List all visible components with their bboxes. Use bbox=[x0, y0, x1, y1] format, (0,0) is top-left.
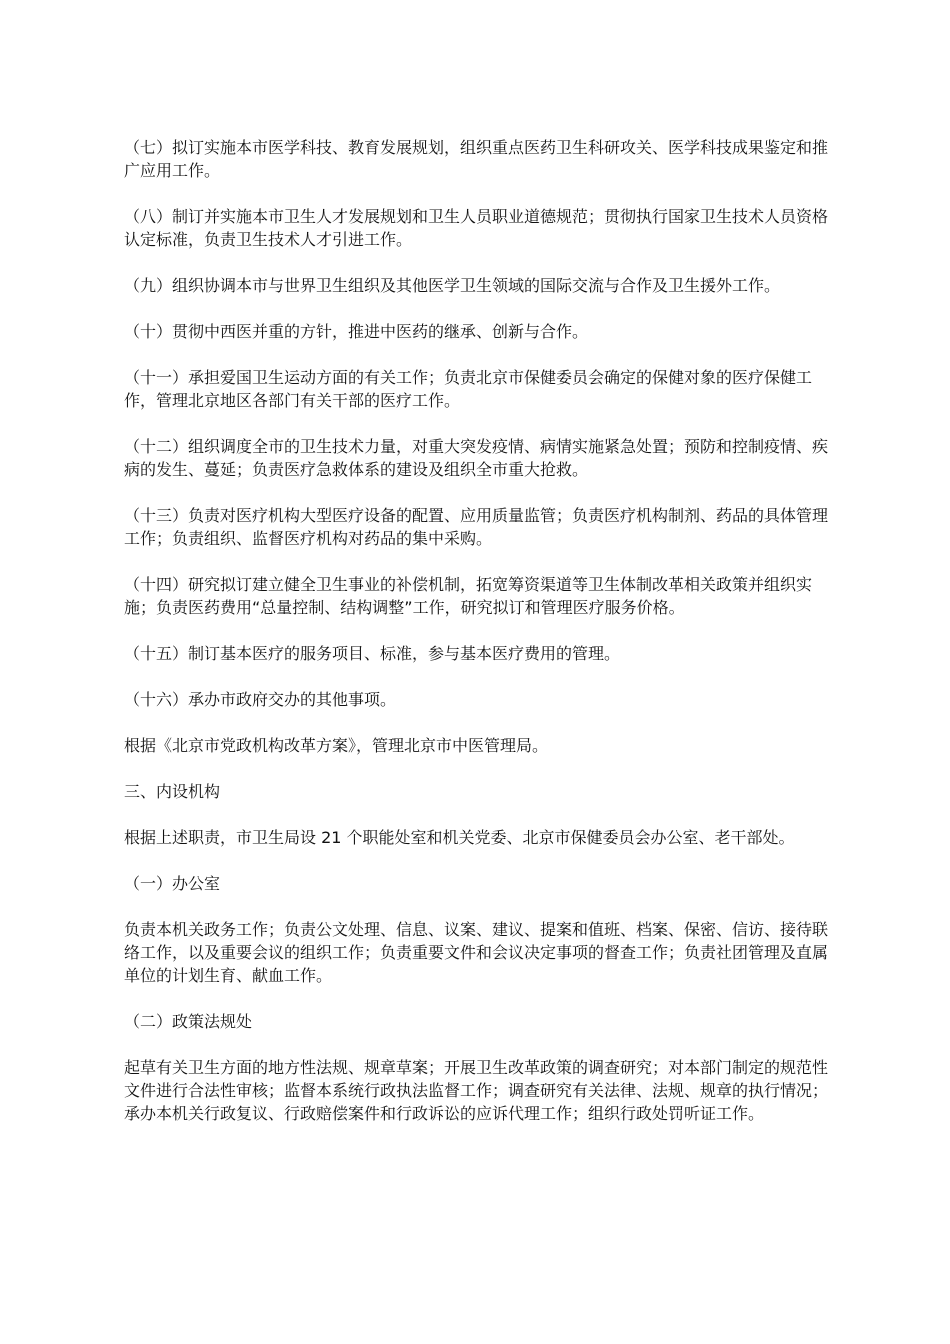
paragraph-item-8: （八）制订并实施本市卫生人才发展规划和卫生人员职业道德规范；贯彻执行国家卫生技术人员资格认定标准，负责卫生技术人才引进工作。 bbox=[124, 207, 829, 249]
section-heading-internal-organs: 三、内设机构 bbox=[124, 782, 221, 801]
document-body bbox=[124, 136, 836, 1148]
paragraph-item-13: （十三）负责对医疗机构大型医疗设备的配置、应用质量监管；负责医疗机构制剂、药品的具体管理工作；负责组织、监督医疗机构对药品的集中采购。 bbox=[124, 506, 829, 548]
departments-overview-paragraph: 根据上述职责，市卫生局设 21 个职能处室和机关党委、北京市保健委员会办公室、老干部处。 bbox=[124, 828, 795, 847]
paragraph-item-16: （十六）承办市政府交办的其他事项。 bbox=[124, 690, 397, 709]
reform-plan-paragraph: 根据《北京市党政机构改革方案》，管理北京市中医管理局。 bbox=[124, 736, 549, 755]
paragraph-item-14: （十四）研究拟订建立健全卫生事业的补偿机制，拓宽筹资渠道等卫生体制改革相关政策并组织实施；负责医药费用“总量控制、结构调整”工作，研究拟订和管理医疗服务价格。 bbox=[124, 575, 813, 617]
paragraph-item-10: （十）贯彻中西医并重的方针，推进中医药的继承、创新与合作。 bbox=[124, 322, 589, 341]
paragraph-item-7: （七）拟订实施本市医学科技、教育发展规划，组织重点医药卫生科研攻关、医学科技成果鉴定和推广应用工作。 bbox=[124, 138, 829, 180]
office-duties-paragraph: 负责本机关政务工作；负责公文处理、信息、议案、建议、提案和值班、档案、保密、信访、接待联络工作，以及重要会议的组织工作；负责重要文件和会议决定事项的督查工作；负责社团管理及直属单位的计划生育、献血工作。 bbox=[124, 920, 829, 985]
paragraph-item-15: （十五）制订基本医疗的服务项目、标准，参与基本医疗费用的管理。 bbox=[124, 644, 621, 663]
policy-regulation-duties-paragraph: 起草有关卫生方面的地方性法规、规章草案；开展卫生改革政策的调查研究；对本部门制定的规范性文件进行合法性审核；监督本系统行政执法监督工作；调查研究有关法律、法规、规章的执行情况；承办本机关行政复议、行政赔偿案件和行政诉讼的应诉代理工作；组织行政处罚听证工作。 bbox=[124, 1058, 829, 1123]
policy-regulation-heading: （二）政策法规处 bbox=[124, 1012, 253, 1031]
paragraph-item-9: （九）组织协调本市与世界卫生组织及其他医学卫生领域的国际交流与合作及卫生援外工作。 bbox=[124, 276, 781, 295]
paragraph-item-11: （十一）承担爱国卫生运动方面的有关工作；负责北京市保健委员会确定的保健对象的医疗保健工作，管理北京地区各部门有关干部的医疗工作。 bbox=[124, 368, 813, 410]
paragraph-item-12: （十二）组织调度全市的卫生技术力量，对重大突发疫情、病情实施紧急处置；预防和控制疫情、疾病的发生、蔓延；负责医疗急救体系的建设及组织全市重大抢救。 bbox=[124, 437, 829, 479]
office-heading: （一）办公室 bbox=[124, 874, 221, 893]
